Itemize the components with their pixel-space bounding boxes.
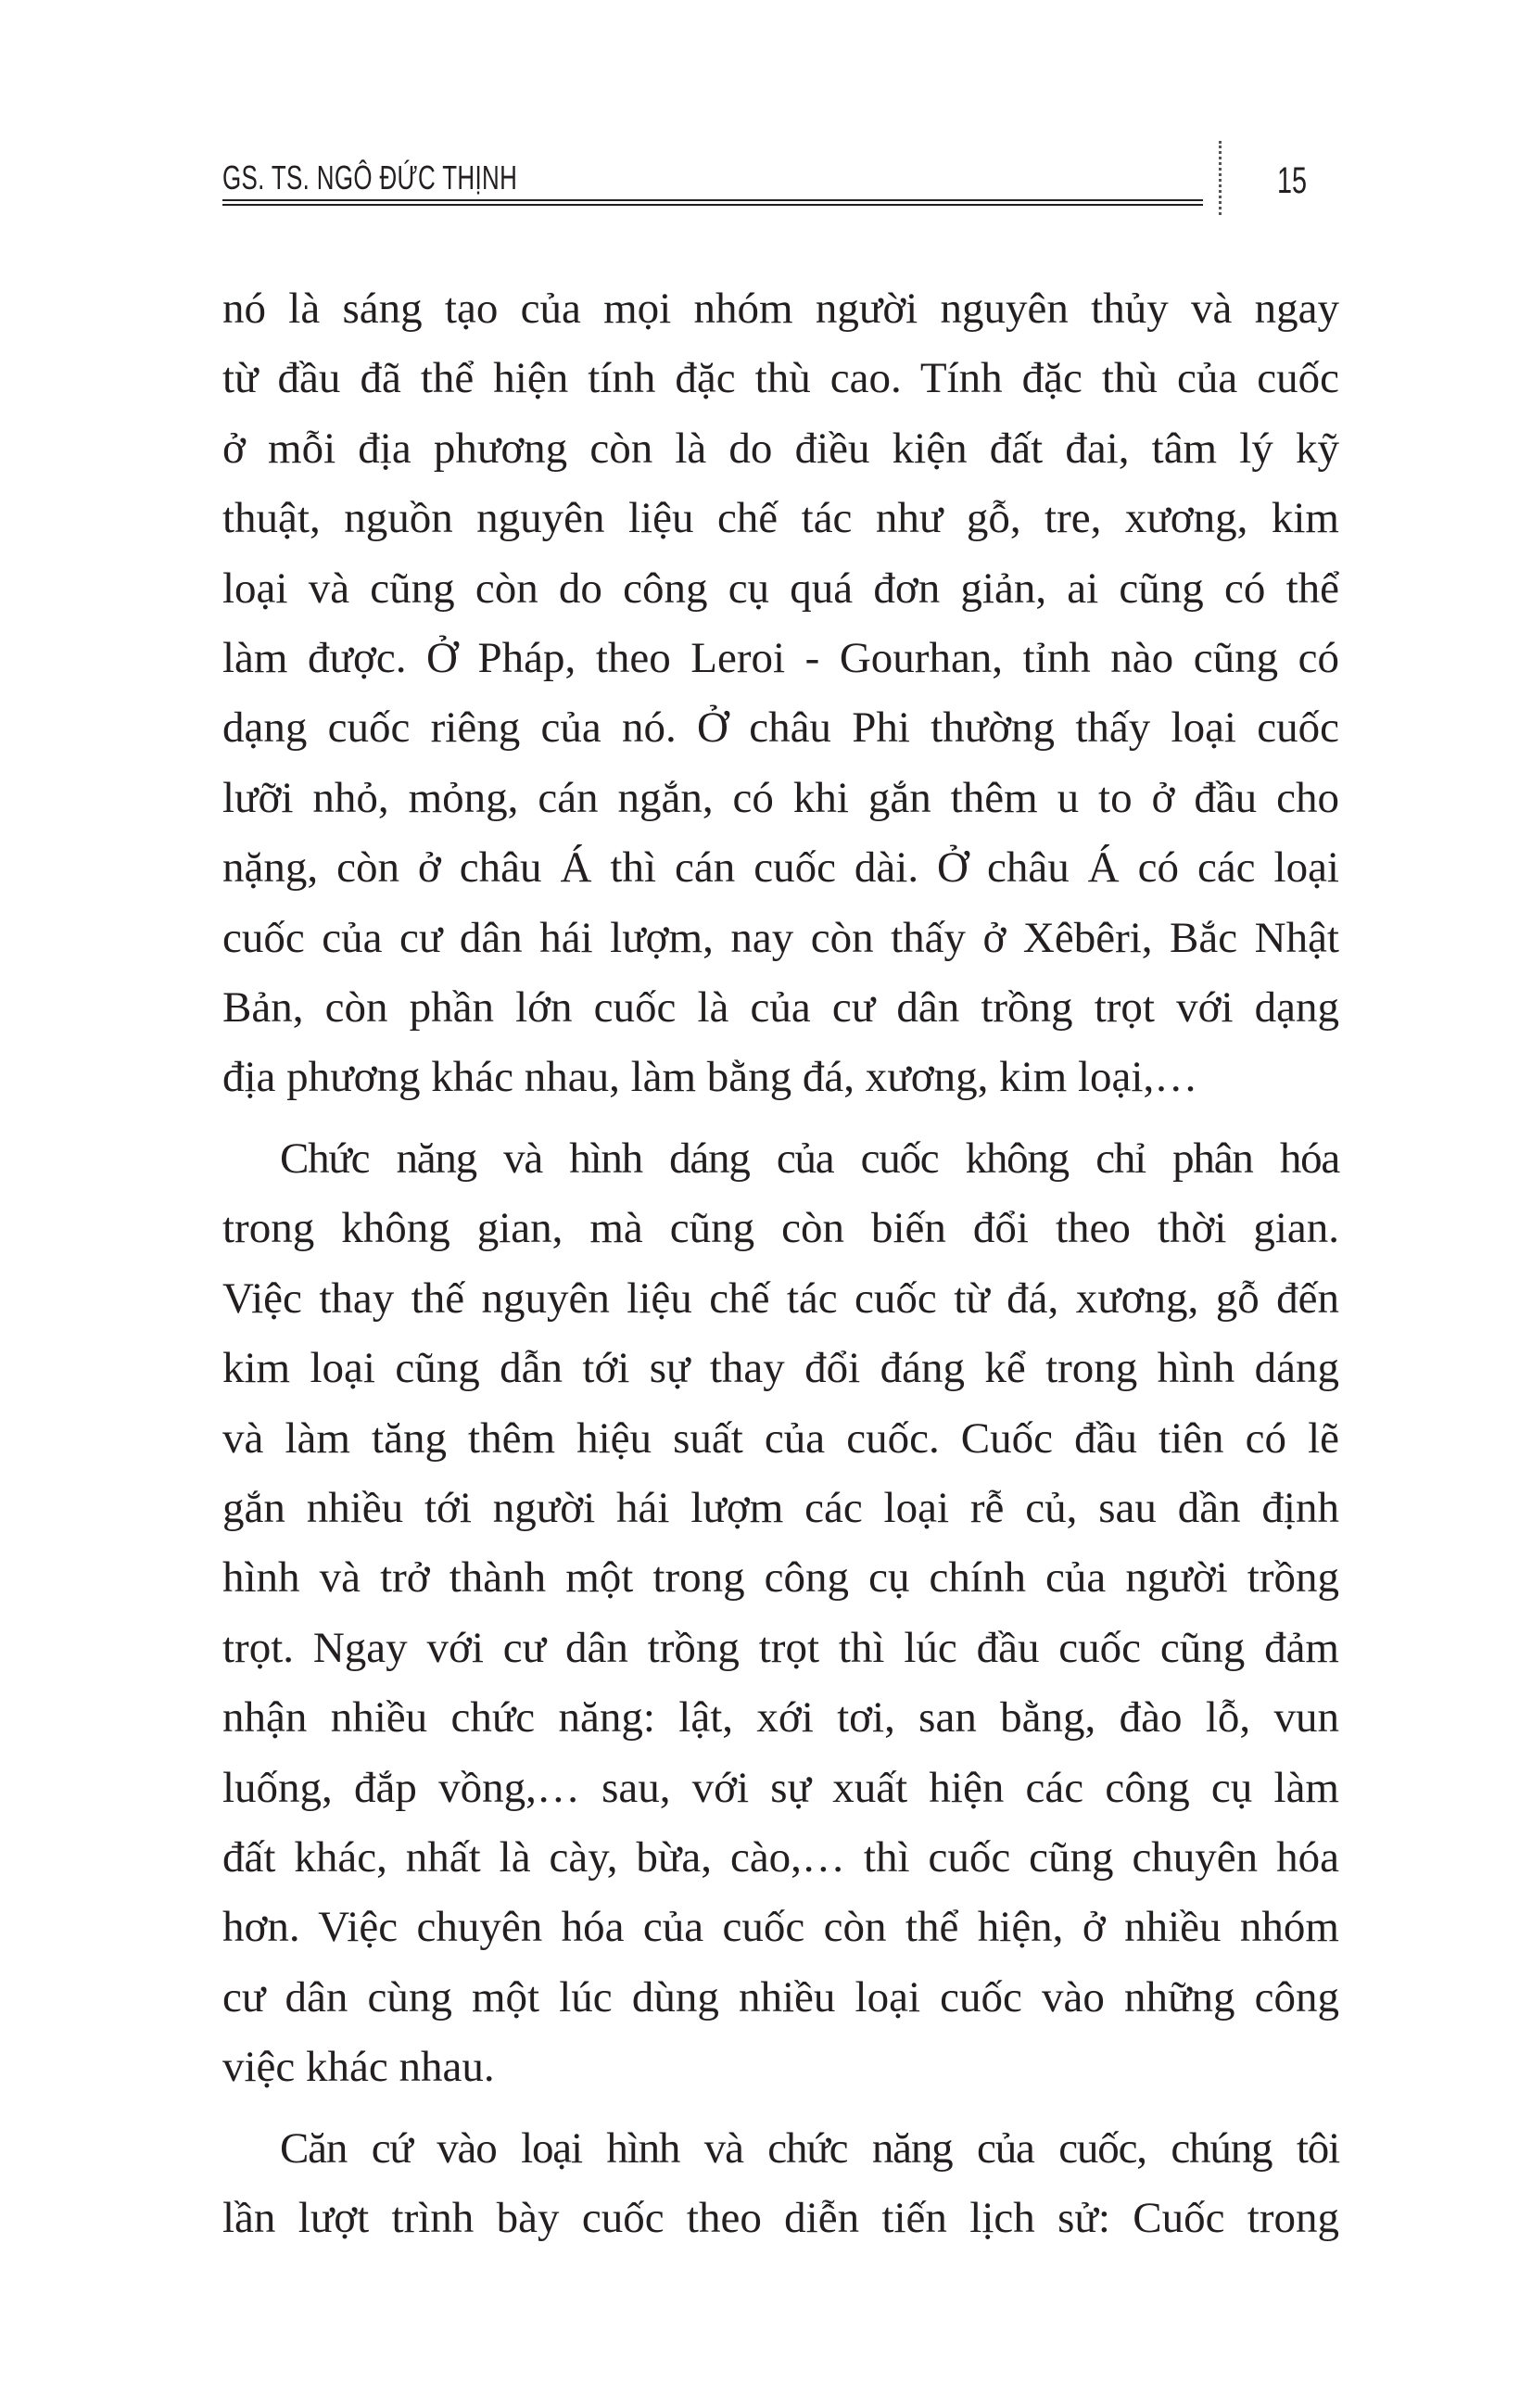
text-line: gắn nhiều tới người hái lượm các loại rễ củ, sau dần định [222, 1483, 1339, 1532]
text-line: lưỡi nhỏ, mỏng, cán ngắn, có khi gắn thêm u to ở đầu cho [222, 773, 1339, 822]
text-line: làm được. Ở Pháp, theo Leroi - Gourhan, tỉnh nào cũng có [222, 634, 1339, 683]
running-head-author: GS. TS. NGÔ ĐỨC THỊNH [222, 158, 518, 196]
text-line: thuật, nguồn nguyên liệu chế tác như gỗ, tre, xương, kim [222, 494, 1339, 543]
text-line: loại và cũng còn do công cụ quá đơn giản, ai cũng có thể [222, 564, 1339, 613]
text-line: dạng cuốc riêng của nó. Ở châu Phi thường thấy loại cuốc [222, 703, 1339, 753]
page-number: 15 [1277, 160, 1308, 201]
text-line: Việc thay thế nguyên liệu chế tác cuốc từ đá, xương, gỗ đến [222, 1274, 1339, 1323]
text-line: nhận nhiều chức năng: lật, xới tơi, san bằng, đào lỗ, vun [222, 1693, 1339, 1743]
header-rule-secondary [222, 204, 1203, 206]
text-line: việc khác nhau. [222, 2043, 495, 2092]
text-line: từ đầu đã thể hiện tính đặc thù cao. Tính đặc thù của cuốc [222, 354, 1339, 403]
text-line: Bản, còn phần lớn cuốc là của cư dân trồng trọt với dạng [222, 983, 1339, 1033]
header-rule [222, 199, 1203, 201]
text-line: cuốc của cư dân hái lượm, nay còn thấy ở Xêbêri, Bắc Nhật [222, 913, 1339, 962]
text-line: ở mỗi địa phương còn là do điều kiện đất đai, tâm lý kỹ [222, 424, 1339, 473]
text-line: cư dân cùng một lúc dùng nhiều loại cuốc vào những công [222, 1972, 1339, 2021]
header-divider [1219, 141, 1222, 215]
text-line: hơn. Việc chuyên hóa của cuốc còn thể hiện, ở nhiều nhóm [222, 1903, 1339, 1952]
text-line: Chức năng và hình dáng của cuốc không chỉ phân hóa [280, 1134, 1339, 1183]
text-line: luống, đắp vồng,… sau, với sự xuất hiện các công cụ làm [222, 1763, 1339, 1812]
text-line: lần lượt trình bày cuốc theo diễn tiến lịch sử: Cuốc trong [222, 2193, 1339, 2242]
paragraph [222, 1124, 1339, 2103]
text-line: trọt. Ngay với cư dân trồng trọt thì lúc đầu cuốc cũng đảm [222, 1623, 1339, 1672]
text-line: địa phương khác nhau, làm bằng đá, xương, kim loại,… [222, 1053, 1198, 1102]
body-text [222, 274, 1339, 2264]
paragraph [222, 274, 1339, 1113]
text-line: trong không gian, mà cũng còn biến đổi theo thời gian. [222, 1204, 1339, 1253]
text-line: Căn cứ vào loại hình và chức năng của cuốc, chúng tôi [280, 2123, 1339, 2173]
paragraph [222, 2114, 1339, 2254]
text-line: nó là sáng tạo của mọi nhóm người nguyên thủy và ngay [222, 285, 1339, 333]
text-line: hình và trở thành một trong công cụ chính của người trồng [222, 1553, 1339, 1603]
text-line: đất khác, nhất là cày, bừa, cào,… thì cuốc cũng chuyên hóa [222, 1832, 1339, 1882]
text-line: nặng, còn ở châu Á thì cán cuốc dài. Ở châu Á có các loại [222, 843, 1339, 893]
text-line: và làm tăng thêm hiệu suất của cuốc. Cuốc đầu tiên có lẽ [222, 1413, 1339, 1463]
text-line: kim loại cũng dẫn tới sự thay đổi đáng kể trong hình dáng [222, 1344, 1339, 1393]
